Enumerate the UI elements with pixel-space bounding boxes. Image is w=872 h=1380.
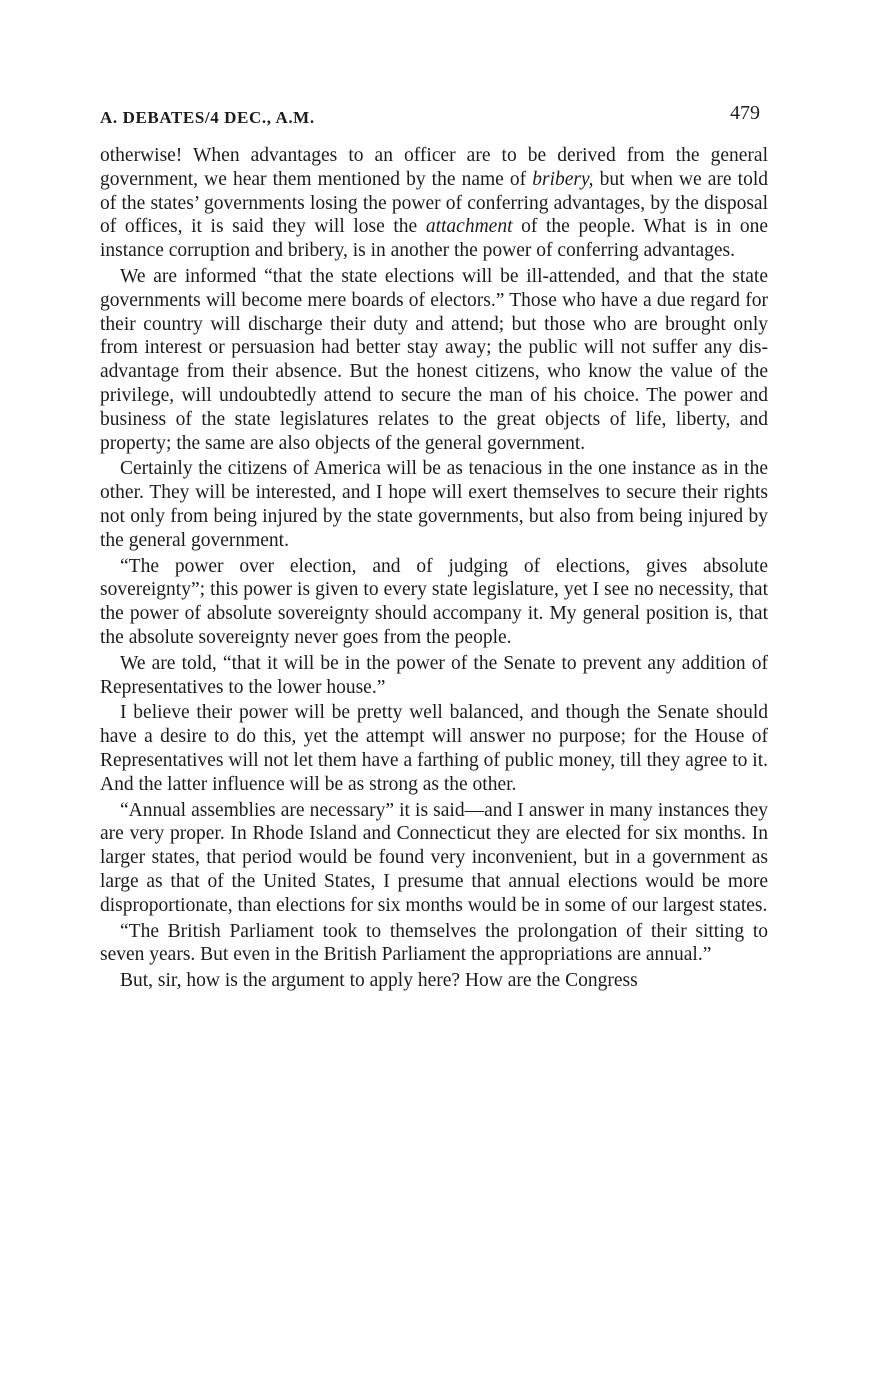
paragraph-4: “The power over election, and of judging of elections, gives absolute sovereignty”; this power is given to every state legislature, yet I see no necessity, that the power of absolute sovereignty should accompany it. My general position is, that the absolute sovereignty never goes from the people.: [100, 555, 768, 648]
paragraph-2: We are informed “that the state elections will be ill-attended, and that the state governments will become mere boards of electors.” Those who have a due regard for their country will discharge their duty and attend; but those who are brought only from interest or persuasion had better stay away; the public will not suffer any disadvantage from their absence. But the honest citizens, who know the value of the privilege, will undoubtedly attend to secure the man of his choice. The power and business of the state legislatures relates to the great objects of life, liberty, and property; the same are also objects of the general government.: [100, 265, 768, 454]
running-head-title: A. DEBATES/4 DEC., A.M.: [100, 108, 315, 127]
page-number: 479: [730, 102, 760, 124]
paragraph-6: I believe their power will be pretty well balanced, and though the Senate should have a desire to do this, yet the attempt will answer no purpose; for the House of Representatives will not let them have a farthing of public money, till they agree to it. And the latter influence will be as strong as the other.: [100, 702, 768, 795]
paragraph-1: [100, 144, 768, 263]
running-head: [100, 102, 768, 132]
paragraph-1-text-b: but when we are told of the states’ governments losing the power of conferring advantages, by the disposal of offices, it is said they will lose the: [100, 168, 768, 238]
paragraph-1-text-a: otherwise! When advantages to an officer are to be derived from the general government, we hear them mentioned by the name of: [100, 145, 768, 190]
paragraph-7: “Annual assemblies are necessary” it is said—and I answer in many instances they are very proper. In Rhode Island and Connecticut they are elected for six months. In larger states, that period would be found very inconvenient, but in a government as large as that of the United States, I presume that annual elections would be more disproportionate, than elections for six months would be in some of our largest states.: [100, 799, 768, 916]
paragraph-9: But, sir, how is the argument to apply here? How are the Congress: [120, 970, 638, 992]
paragraph-3: Certainly the citizens of America will be as tenacious in the one instance as in the other. They will be interested, and I hope will exert themselves to secure their rights not only from being injured by the state governments, but also from being injured by the general government.: [100, 458, 768, 551]
paragraph-8: “The British Parliament took to themselves the prolongation of their sitting to seven years. But even in the British Parliament the appropriations are annual.”: [100, 920, 768, 966]
paragraph-1-text-c: of the people. What is in one instance corruption and bribery, is in another the power of conferring advantages.: [100, 216, 768, 262]
italic-bribery: bribery,: [532, 168, 594, 190]
paragraph-5: We are told, “that it will be in the power of the Senate to prevent any addition of Representatives to the lower house.”: [100, 652, 768, 698]
italic-attachment: attachment: [425, 216, 513, 238]
body-text: [100, 144, 768, 995]
